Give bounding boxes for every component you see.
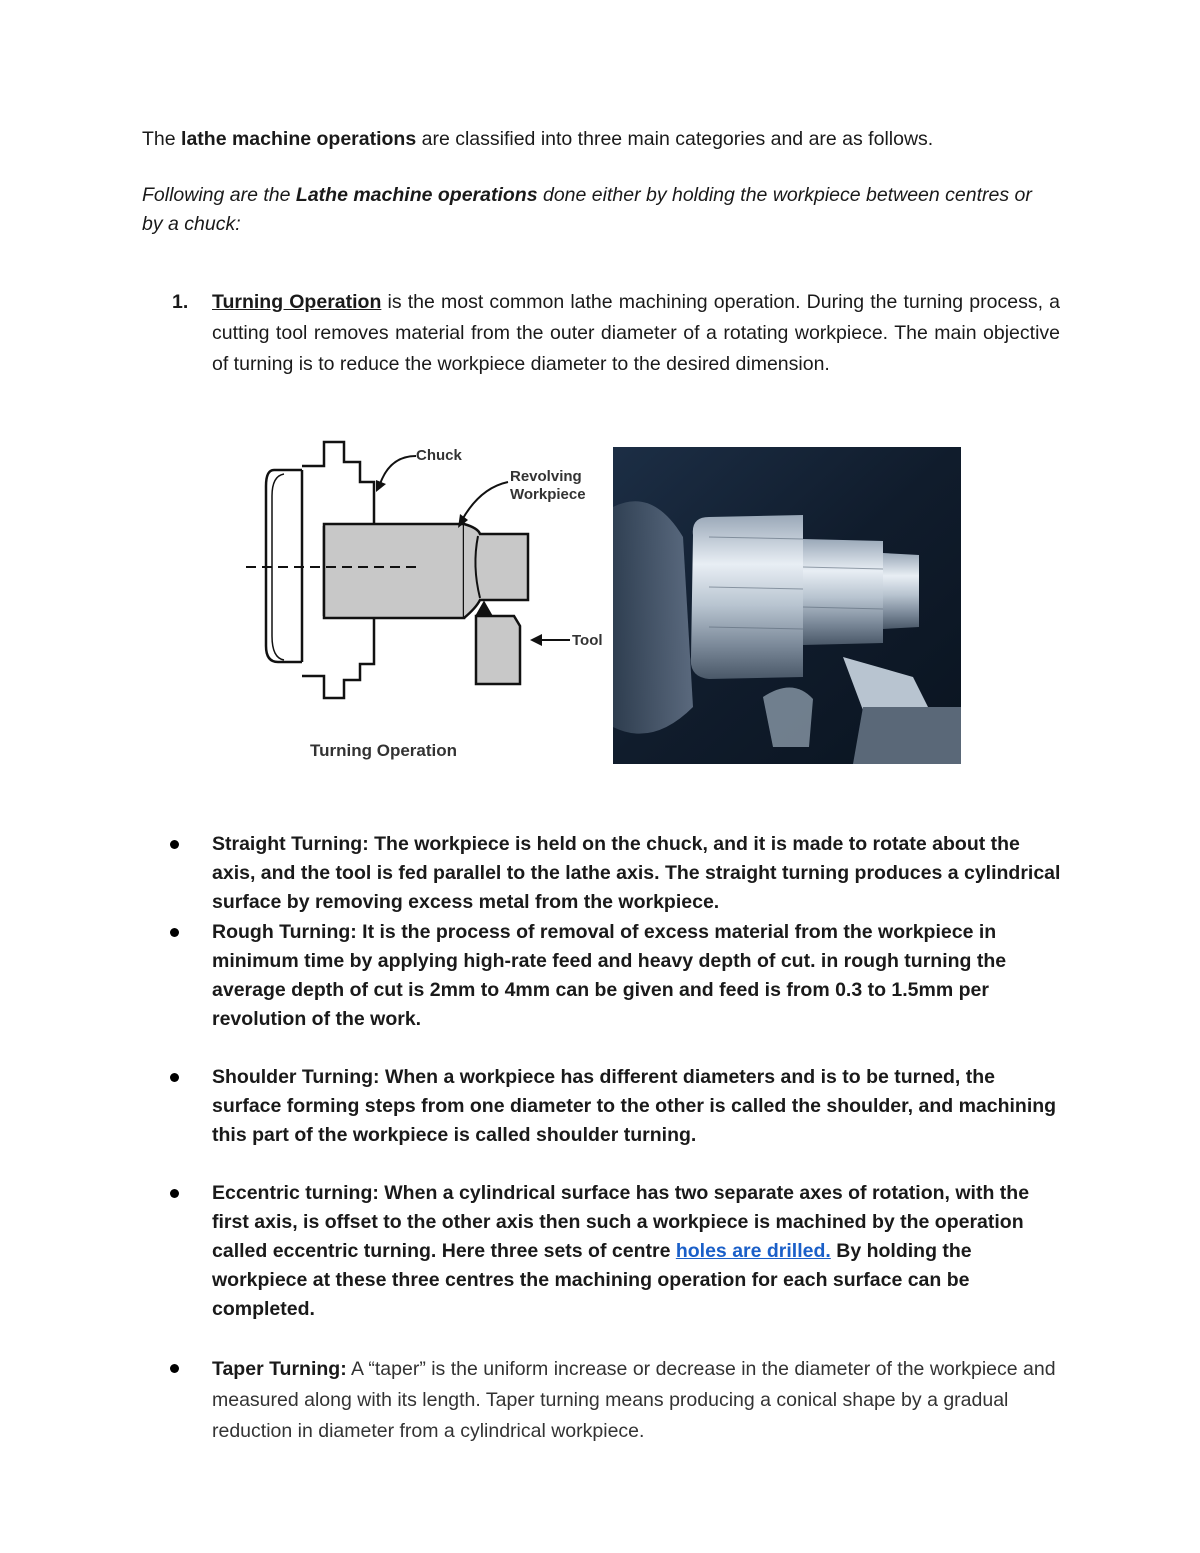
turning-operation-text: is the most common lathe machining operation. During the turning process, a cutting tool removes material from the outer diameter of a rotating workpiece. The main objective of turning is to reduce the workpiece diameter to the desired dimension. (212, 291, 1060, 375)
subintro-paragraph (142, 181, 1042, 239)
straight-turning-body: The workpiece is held on the chuck, and it is made to rotate about the axis, and the tool is fed parallel to the lathe axis. The straight turning produces a cylindrical surface by removing excess metal from the workpiece. (212, 833, 1061, 913)
eccentric-turning-title: Eccentric turning: (212, 1182, 379, 1204)
eccentric-turning-body-end: By holding the workpiece at these three centres the machining operation for each surface can be completed. (212, 1240, 972, 1320)
workpiece-shoulder (803, 539, 883, 645)
bullet-icon (170, 1364, 179, 1373)
eccentric-turning-text (212, 1179, 1062, 1324)
straight-turning-text (212, 830, 1062, 917)
chuck-blur (613, 501, 693, 733)
turning-diagram (240, 436, 612, 772)
shoulder-turning-body: When a workpiece has different diameters and is to be turned, the surface forming steps from one diameter to the other is called the shoulder, and machining this part of the workpiece is called shoulder turning. (212, 1066, 1057, 1146)
taper-turning-text (212, 1354, 1062, 1447)
intro-paragraph (142, 124, 1062, 154)
subintro-text-end: done either by holding the workpiece between centres or by a chuck: (142, 184, 1032, 235)
bullet-icon (170, 928, 179, 937)
turning-operation-title: Turning Operation (212, 291, 382, 313)
label-revolving: Revolving (510, 468, 582, 485)
workpiece-arrow (462, 482, 508, 520)
straight-turning-title: Straight Turning: (212, 833, 369, 855)
chuck-arrow (380, 456, 416, 484)
subintro-bold: Lathe machine operations (295, 184, 538, 206)
turning-operation-paragraph (212, 287, 1060, 380)
bullet-icon (170, 840, 179, 849)
rough-turning-title: Rough Turning: (212, 921, 357, 943)
item-number: 1. (172, 291, 189, 313)
workpiece-large-diameter (691, 515, 803, 679)
holes-drilled-link[interactable]: holes are drilled. (675, 1240, 831, 1262)
label-chuck: Chuck (416, 447, 462, 464)
shoulder-turning-text (212, 1063, 1062, 1150)
taper-turning-body: A “taper” is the uniform increase or decrease in the diameter of the workpiece and measured along with its length. Taper turning means producing a conical shape by a gradual reduction in diameter from a cylindrical workpiece. (212, 1358, 1056, 1442)
intro-bold: lathe machine operations (181, 128, 417, 150)
diagram-caption: Turning Operation (310, 741, 458, 760)
taper-turning-title: Taper Turning: (212, 1358, 347, 1380)
bullet-icon (170, 1189, 179, 1198)
shoulder-turning-title: Shoulder Turning: (212, 1066, 380, 1088)
label-workpiece: Workpiece (510, 486, 586, 503)
turning-photo (613, 447, 961, 764)
workpiece-reduced (464, 524, 528, 618)
rough-turning-body: It is the process of removal of excess material from the workpiece in minimum time by applying high-rate feed and heavy depth of cut. in rough turning the average depth of cut is 2mm to 4mm can be given and feed is from 0.3 to 1.5mm per revolution of the work. (212, 921, 1007, 1030)
tool-post (853, 707, 961, 764)
workpiece-main (324, 524, 464, 618)
cutting-tool (476, 616, 520, 684)
rough-turning-text (212, 918, 1062, 1034)
intro-text: The (142, 128, 182, 150)
eccentric-turning-body: When a cylindrical surface has two separate axes of rotation, with the first axis, is offset to the other axis then such a workpiece is machined by the operation called eccentric turning. Here three sets of centre (212, 1182, 1030, 1262)
bullet-icon (170, 1073, 179, 1082)
workpiece-small-diameter (883, 553, 919, 629)
intro-text-end: are classified into three main categories and are as follows. (416, 128, 934, 150)
tool-arrowhead (530, 634, 542, 646)
label-tool: Tool (572, 632, 603, 649)
subintro-text: Following are the (142, 184, 296, 206)
